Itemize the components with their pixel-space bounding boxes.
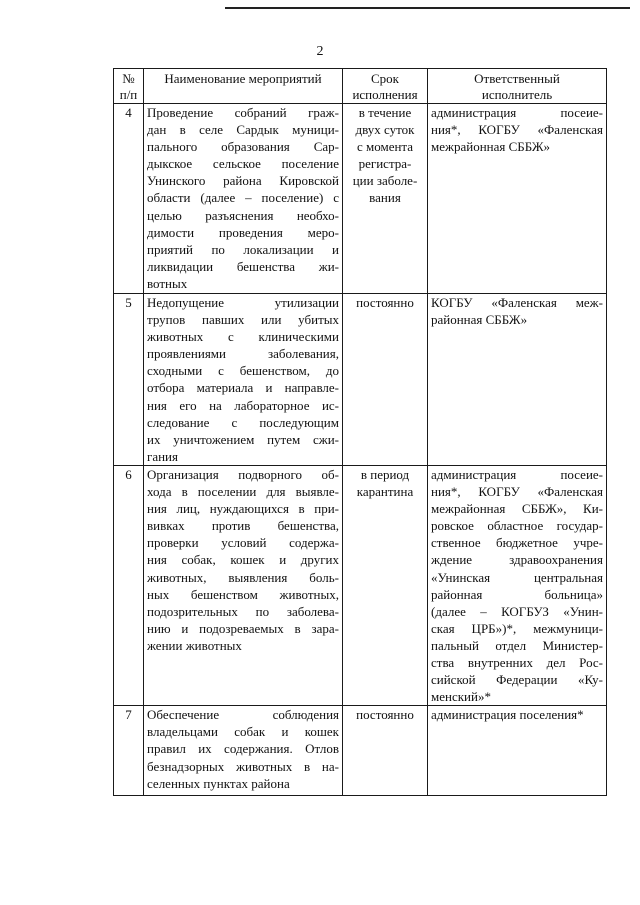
measure-name-line: дыкское сельское поселение — [147, 156, 339, 172]
measure-responsible-line: ния*, КОГБУ «Фаленская — [431, 484, 603, 500]
header-term: Срок исполнения — [343, 69, 428, 104]
measure-name-line: области (далее – поселение) с — [147, 190, 339, 206]
measure-name-line: подозрительных по заболева- — [147, 603, 339, 619]
row-number: 7 — [114, 706, 144, 796]
measure-name-line: гания — [147, 448, 178, 464]
measure-responsible — [428, 104, 607, 294]
measure-responsible — [428, 465, 607, 705]
measure-name-line: приятий по локализации и — [147, 241, 339, 257]
measure-responsible-line: ственное бюджетное учре- — [431, 535, 603, 551]
measure-name-line: ликвидации бешенства жи- — [147, 258, 339, 274]
measure-term-line: постоянно — [356, 707, 414, 723]
table-header-row — [114, 69, 607, 104]
measure-name-line: вивках против бешенства, — [147, 518, 339, 534]
header-name: Наименование мероприятий — [144, 69, 343, 104]
measure-term — [343, 706, 428, 796]
measure-responsible-line: межрайонная СББЖ», Ки- — [431, 501, 603, 517]
measure-term-line: регистра- — [358, 156, 412, 172]
measure-term — [343, 104, 428, 294]
table-row — [114, 294, 607, 466]
measure-name-line: жении животных — [147, 637, 242, 653]
measure-name — [144, 294, 343, 466]
measure-term — [343, 294, 428, 466]
page-number: 2 — [316, 44, 324, 59]
measure-name-line: ния собак, кошек и других — [147, 552, 339, 568]
measure-name-line: правил их содержания. Отлов — [147, 741, 339, 757]
measure-responsible-line: сийской Федерации «Ку- — [431, 672, 603, 688]
measure-term-line: двух суток — [355, 122, 415, 138]
measure-name-line: следование с последующим — [147, 414, 339, 430]
table-row — [114, 104, 607, 294]
measures-table — [113, 68, 607, 796]
measure-name-line: животных с клиническими — [147, 329, 339, 345]
measure-name-line: владельцами собак и кошек — [147, 724, 339, 740]
measure-name — [144, 706, 343, 796]
table-row — [114, 465, 607, 705]
header-num: № п/п — [114, 69, 144, 104]
measure-responsible-line: ства внутренних дел Рос- — [431, 654, 603, 670]
measure-term-line: ции заболе- — [352, 173, 418, 189]
row-number: 5 — [114, 294, 144, 466]
row-number: 6 — [114, 465, 144, 705]
measure-name-line: Унинского района Кировской — [147, 173, 339, 189]
measure-responsible-line: районная больница» — [431, 586, 603, 602]
measure-responsible-line: КОГБУ «Фаленская меж- — [431, 295, 603, 310]
measure-responsible-line: ская ЦРБ»)*, межмуници- — [431, 620, 603, 636]
measure-name-line: Недопущение утилизации — [147, 295, 339, 310]
measure-name-line: димости проведения меро- — [147, 224, 339, 240]
measure-name — [144, 465, 343, 705]
measure-name-line: их уничтожением путем сжи- — [147, 431, 339, 447]
measure-responsible-line: «Унинская центральная — [431, 569, 603, 585]
measure-name-line: вотных — [147, 275, 188, 291]
measure-responsible-line: администрация посеие- — [431, 105, 603, 120]
measure-name-line: отбора материала и направле- — [147, 380, 339, 396]
measure-responsible-line: районная СББЖ» — [431, 312, 528, 328]
measure-responsible-line: межрайонная СББЖ» — [431, 139, 551, 155]
measure-responsible-line: менский»* — [431, 689, 491, 705]
measure-name-line: селенных пунктах района — [147, 775, 290, 791]
measure-responsible-line: (далее – КОГБУЗ «Унин- — [431, 603, 603, 619]
table-body — [114, 104, 607, 796]
measure-term-line: в период — [360, 466, 410, 482]
measure-responsible-line: ждение здравоохранения — [431, 552, 603, 568]
measure-name-line: хода в поселении для выявле- — [147, 484, 339, 500]
table-row — [114, 706, 607, 796]
measure-name-line: проявлениями заболевания, — [147, 346, 339, 362]
measure-name-line: Обеспечение соблюдения — [147, 707, 339, 723]
measure-responsible — [428, 706, 607, 796]
measure-name-line: целью разъяснения необхо- — [147, 207, 339, 223]
measure-term — [343, 465, 428, 705]
measure-name-line: дан в селе Сардык муници- — [147, 122, 339, 138]
measure-term-line: с момента — [356, 139, 414, 155]
measure-responsible-line: ровское областное государ- — [431, 518, 603, 534]
measure-responsible-line: ния*, КОГБУ «Фаленская — [431, 122, 603, 138]
measure-name-line: проверки условий содержа- — [147, 535, 339, 551]
measure-responsible-line: администрация посеие- — [431, 466, 603, 482]
measure-name-line: трупов павших или убитых — [147, 312, 339, 328]
measure-term-line: карантина — [356, 484, 414, 500]
measure-name-line: пального образования Сар- — [147, 139, 339, 155]
measure-name-line: Организация подворного об- — [147, 466, 339, 482]
row-number: 4 — [114, 104, 144, 294]
measure-name-line: безнадзорных животных в на- — [147, 758, 339, 774]
measure-term-line: вания — [369, 190, 401, 206]
measure-name-line: нию и подозреваемых в зара- — [147, 620, 339, 636]
measure-name-line: Проведение собраний граж- — [147, 105, 339, 120]
measure-name-line: животных, выявления боль- — [147, 569, 339, 585]
measure-name-line: ных бешенством животных, — [147, 586, 339, 602]
measure-name-line: сходными с бешенством, до — [147, 363, 339, 379]
measure-term-line: в течение — [358, 105, 412, 120]
top-rule — [225, 7, 630, 9]
measure-responsible — [428, 294, 607, 466]
measure-responsible-line: пальный отдел Министер- — [431, 637, 603, 653]
measure-term-line: постоянно — [356, 295, 414, 310]
measure-responsible-line: администрация поселения* — [431, 707, 584, 723]
measure-name-line: ния его на лабораторное ис- — [147, 397, 339, 413]
header-responsible: Ответственный исполнитель — [428, 69, 607, 104]
measure-name — [144, 104, 343, 294]
measure-name-line: ния лиц, нуждающихся в при- — [147, 501, 339, 517]
